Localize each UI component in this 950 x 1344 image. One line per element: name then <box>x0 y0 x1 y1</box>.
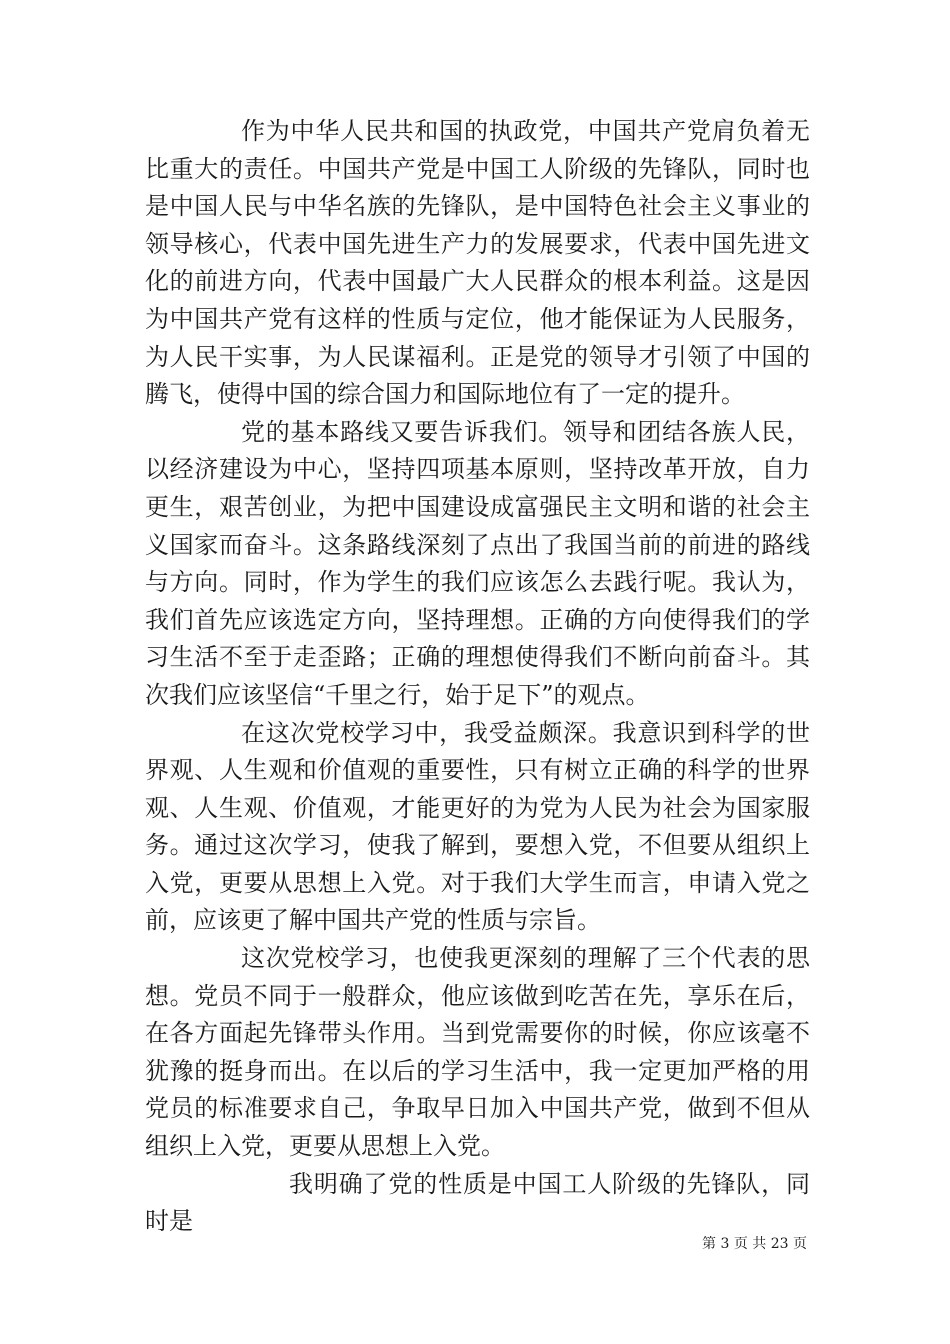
document-body <box>145 113 810 1241</box>
paragraph-party-responsibility: 作为中华人民共和国的执政党，中国共产党肩负着无比重大的责任。中国共产党是中国工人阶级的先锋队，同时也是中国人民与中华名族的先锋队，是中国特色社会主义事业的领导核心，代表中国先进生产力的发展要求，代表中国先进文化的前进方向，代表中国最广大人民群众的根本利益。这是因为中国共产党有这样的性质与定位，他才能保证为人民服务，为人民干实事，为人民谋福利。正是党的领导才引领了中国的腾飞，使得中国的综合国力和国际地位有了一定的提升。 <box>145 117 810 409</box>
page-number-footer: 第 3 页 共 23 页 <box>702 1236 807 1252</box>
paragraph-basic-line: 党的基本路线又要告诉我们。领导和团结各族人民，以经济建设为中心，坚持四项基本原则，坚持改革开放，自力更生，艰苦创业，为把中国建设成富强民主文明和谐的社会主义国家而奋斗。这条路线深刻了点出了我国当前的前进的路线与方向。同时，作为学生的我们应该怎么去践行呢。我认为，我们首先应该选定方向，坚持理想。正确的方向使得我们的学习生活不至于走歪路；正确的理想使得我们不断向前奋斗。其次我们应该坚信“千里之行，始于足下”的观点。 <box>145 417 810 709</box>
paragraph-party-nature: 我明确了党的性质是中国工人阶级的先锋队，同时是 <box>145 1169 810 1236</box>
paragraph-three-represents: 这次党校学习，也使我更深刻的理解了三个代表的思想。党员不同于一般群众，他应该做到吃苦在先，享乐在后，在各方面起先锋带头作用。当到党需要你的时候，你应该毫不犹豫的挺身而出。在以后的学习生活中，我一定更加严格的用党员的标准要求自己，争取早日加入中国共产党，做到不但从组织上入党，更要从思想上入党。 <box>145 944 810 1161</box>
paragraph-party-school-study: 在这次党校学习中，我受益颇深。我意识到科学的世界观、人生观和价值观的重要性，只有树立正确的科学的世界观、人生观、价值观，才能更好的为党为人民为社会为国家服务。通过这次学习，使我了解到，要想入党，不但要从组织上入党，更要从思想上入党。对于我们大学生而言，申请入党之前，应该更了解中国共产党的性质与宗旨。 <box>145 718 810 935</box>
